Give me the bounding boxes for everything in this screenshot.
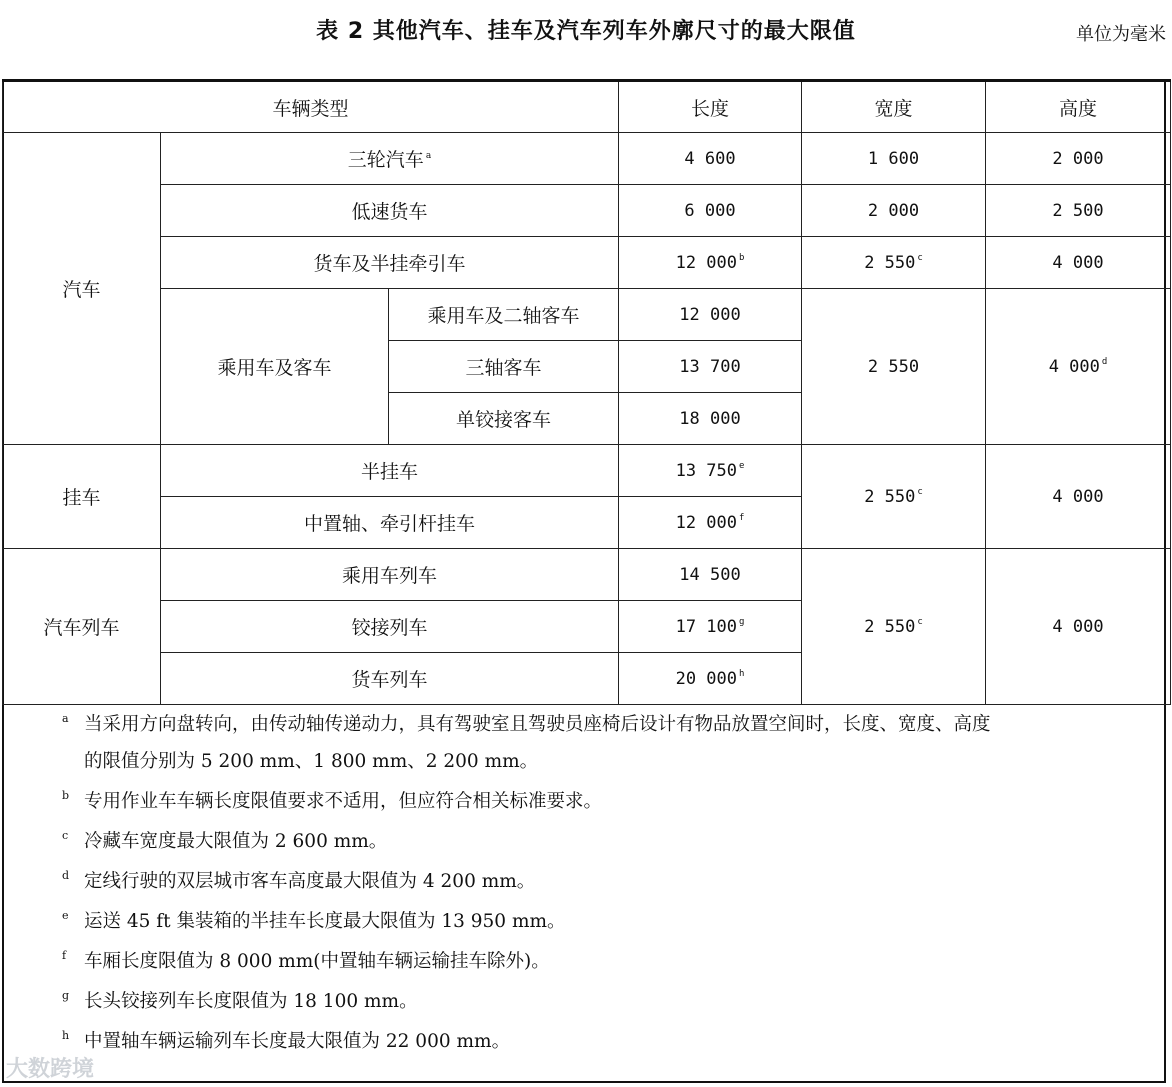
table-row <box>3 185 1171 237</box>
table-row <box>3 289 1171 341</box>
footnote: d 定线行驶的双层城市客车高度最大限值为 4 200 mm。 <box>58 869 1158 894</box>
footnote-mark: d <box>62 869 70 882</box>
footnote-mark: f <box>62 949 67 962</box>
watermark-logo: 大数跨境 <box>6 1057 95 1082</box>
row-name: 货车及半挂牵引车 <box>161 237 619 289</box>
length-cell: 13 700 <box>619 341 802 393</box>
length-cell: 4 600 <box>619 133 802 185</box>
table-title: 表 2 其他汽车、挂车及汽车列车外廓尺寸的最大限值 <box>316 19 856 44</box>
height-cell: 4 000 <box>986 237 1171 289</box>
header-length: 长度 <box>619 81 802 133</box>
footnote-mark: b <box>62 789 70 802</box>
footnote: a 当采用方向盘转向，由传动轴传递动力，具有驾驶室且驾驶员座椅后设计有物品放置空间时，长度、宽度、高度 的限值分别为 5 200 mm、1 800 mm、2 200 mm。 <box>58 712 1158 774</box>
group-passenger: 乘用车及客车 <box>161 289 389 445</box>
group-car: 汽车 <box>3 133 161 445</box>
row-name: 货车列车 <box>161 653 619 705</box>
row-name: 乘用车列车 <box>161 549 619 601</box>
table-row <box>3 133 1171 185</box>
header-height: 高度 <box>986 81 1171 133</box>
width-cell: 2 550 $^c$ <box>802 549 986 705</box>
width-cell: 1 600 <box>802 133 986 185</box>
footnote-mark: e <box>62 909 69 922</box>
footnote: b 专用作业车车辆长度限值要求不适用，但应符合相关标准要求。 <box>58 789 1158 814</box>
length-cell: 14 500 <box>619 549 802 601</box>
length-cell: 17 100 $^g$ <box>619 601 802 653</box>
group-trailer: 挂车 <box>3 445 161 549</box>
row-name: 单铰接客车 <box>389 393 619 445</box>
footnote-mark: a <box>62 712 69 725</box>
table-row <box>3 445 1171 497</box>
row-name: 中置轴、牵引杆挂车 <box>161 497 619 549</box>
height-cell: 4 000 <box>986 549 1171 705</box>
height-cell: 4 000 $^d$ <box>986 289 1171 445</box>
footnote: c 冷藏车宽度最大限值为 2 600 mm。 <box>58 829 1158 854</box>
row-name: 半挂车 <box>161 445 619 497</box>
footnote-mark: h <box>62 1029 70 1042</box>
width-cell: 2 550 <box>802 289 986 445</box>
height-cell: 2 500 <box>986 185 1171 237</box>
width-cell: 2 000 <box>802 185 986 237</box>
length-cell: 6 000 <box>619 185 802 237</box>
length-cell: 18 000 <box>619 393 802 445</box>
length-cell: 13 750 $^e$ <box>619 445 802 497</box>
row-name: 乘用车及二轴客车 <box>389 289 619 341</box>
row-name: 三轮汽车 $^a$ <box>161 133 619 185</box>
footnote-mark: c <box>62 829 69 842</box>
footnote: f 车厢长度限值为 8 000 mm(中置轴车辆运输挂车除外)。 <box>58 949 1158 974</box>
height-cell: 2 000 <box>986 133 1171 185</box>
group-train: 汽车列车 <box>3 549 161 705</box>
footnote: h 中置轴车辆运输列车长度最大限值为 22 000 mm。 <box>58 1029 1158 1054</box>
footnote: e 运送 45 ft 集装箱的半挂车长度最大限值为 13 950 mm。 <box>58 909 1158 934</box>
row-name: 三轴客车 <box>389 341 619 393</box>
unit-label: 单位为毫米 <box>1076 24 1166 45</box>
length-cell: 12 000 $^b$ <box>619 237 802 289</box>
header-type: 车辆类型 <box>3 81 619 133</box>
length-cell: 12 000 $^f$ <box>619 497 802 549</box>
header-width: 宽度 <box>802 81 986 133</box>
height-cell: 4 000 <box>986 445 1171 549</box>
footnotes <box>58 712 1158 1069</box>
length-cell: 12 000 <box>619 289 802 341</box>
table-row <box>3 237 1171 289</box>
footnote: g 长头铰接列车长度限值为 18 100 mm。 <box>58 989 1158 1014</box>
footnote-mark: g <box>62 989 70 1002</box>
dimension-table <box>2 79 1171 705</box>
row-name: 铰接列车 <box>161 601 619 653</box>
width-cell: 2 550 $^c$ <box>802 237 986 289</box>
table-row <box>3 549 1171 601</box>
row-name: 低速货车 <box>161 185 619 237</box>
header-row <box>3 81 1171 133</box>
width-cell: 2 550 $^c$ <box>802 445 986 549</box>
length-cell: 20 000 $^h$ <box>619 653 802 705</box>
